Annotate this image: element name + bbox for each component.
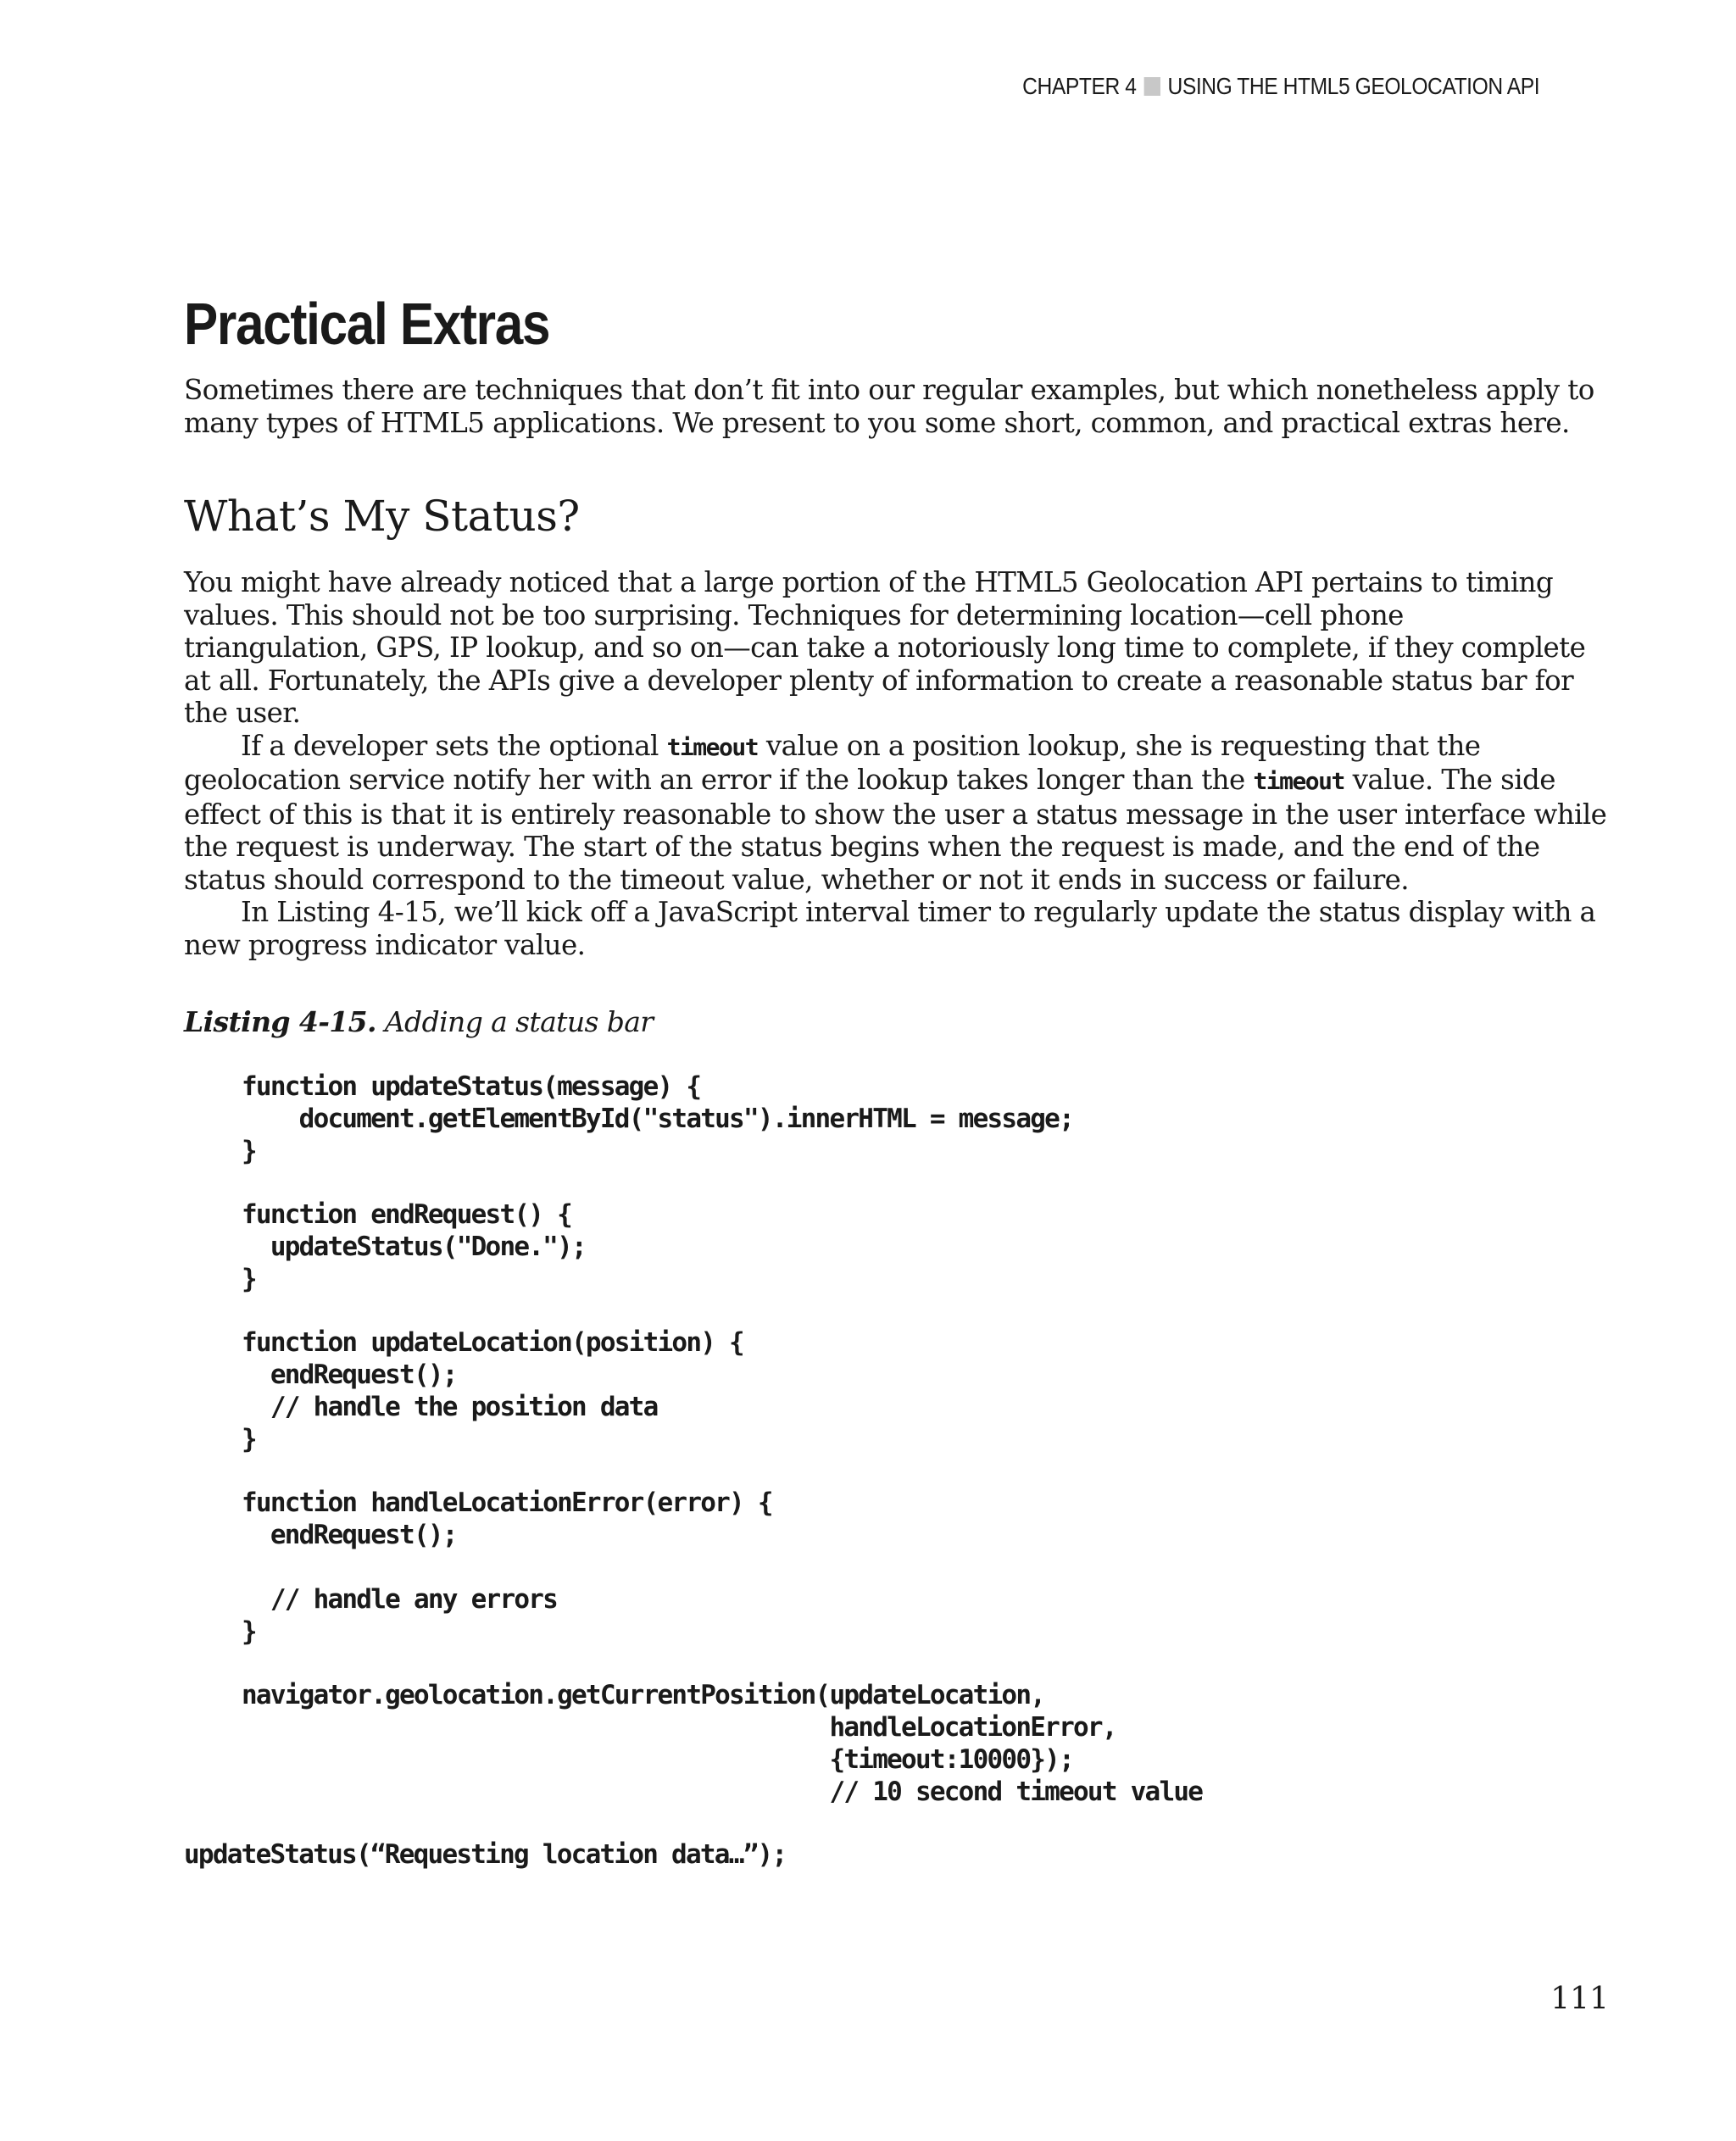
listing-label: Listing 4-15. xyxy=(184,1005,376,1038)
text-line: status should correspond to the timeout value, whether or not it ends in success or failure. xyxy=(184,863,1410,896)
inline-code-timeout: timeout xyxy=(666,732,759,761)
text-line: In Listing 4-15, we’ll kick off a JavaScript interval timer to regularly update the status display with a xyxy=(241,896,1596,928)
inline-code-timeout: timeout xyxy=(1253,767,1344,795)
text-run: geolocation service notify her with an error if the lookup takes longer than the xyxy=(184,764,1254,796)
running-header xyxy=(1022,73,1539,100)
text-line: many types of HTML5 applications. We present to you some short, common, and practical extras here. xyxy=(184,406,1570,439)
subsection-heading: What’s My Status? xyxy=(184,492,580,541)
text-line: the request is underway. The start of the status begins when the request is made, and the end of the xyxy=(184,831,1540,863)
chapter-title: USING THE HTML5 GEOLOCATION API xyxy=(1167,73,1539,99)
listing-caption-text: Adding a status bar xyxy=(376,1005,654,1038)
text-line: triangulation, GPS, IP lookup, and so on—can take a notoriously long time to complete, if they complete xyxy=(184,631,1586,664)
code-trailing-line: updateStatus(“Requesting location data…”); xyxy=(184,1839,787,1870)
text-run: If a developer sets the optional xyxy=(241,729,667,762)
text-run: value on a position lookup, she is requesting that the xyxy=(758,729,1481,762)
chapter-label: CHAPTER 4 xyxy=(1022,73,1137,99)
text-line: effect of this is that it is entirely reasonable to show the user a status message in the user interface while xyxy=(184,798,1607,831)
code-listing: function updateStatus(message) { document.getElementById("status").innerHTML = message; } function endRequest() { updateStatus("Done."); } function updateLocation(position) { endRequest(); // handle the position data } function handleLocationError(error) { endRequest(); // handle any errors } navigator.geolocation.getCurrentPosition(updateLocation, handleLocationError, {timeout:10000}); // 10 second timeout value xyxy=(242,1071,1203,1807)
page-number: 111 xyxy=(1550,1982,1609,2016)
header-separator-square xyxy=(1143,77,1160,96)
text-line: values. This should not be too surprising. Techniques for determining location—cell phone xyxy=(184,598,1404,631)
text-line: at all. Fortunately, the APIs give a developer plenty of information to create a reasonable status bar for xyxy=(184,664,1574,697)
listing-caption xyxy=(184,1005,653,1038)
text-run: value. The side xyxy=(1344,764,1555,796)
status-paragraphs xyxy=(184,566,1607,961)
text-line: the user. xyxy=(184,697,301,729)
text-line: new progress indicator value. xyxy=(184,928,586,961)
text-line xyxy=(184,764,1557,798)
text-line: Sometimes there are techniques that don’t fit into our regular examples, but which nonetheless apply to xyxy=(184,374,1594,406)
text-line: You might have already noticed that a large portion of the HTML5 Geolocation API pertains to timing xyxy=(184,566,1554,598)
section-heading: Practical Extras xyxy=(184,291,550,357)
text-line xyxy=(184,730,1557,765)
intro-paragraph xyxy=(184,374,1594,439)
